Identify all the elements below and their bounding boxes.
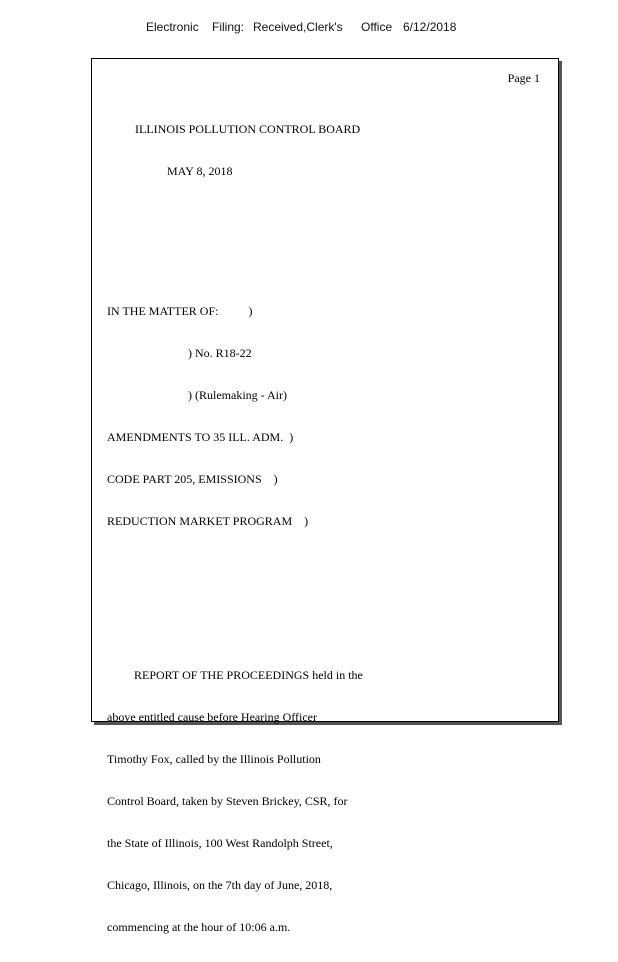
caption-line: CODE PART 205, EMISSIONS ) [107,472,278,486]
blank-line [107,612,363,626]
transcript-page [91,58,559,934]
body-line: Timothy Fox, called by the Illinois Pollution [107,752,321,766]
body-line: REPORT OF THE PROCEEDINGS held in the [107,668,363,682]
page-number: Page 1 [507,71,540,85]
blank-line [107,570,363,584]
caption-line: AMENDMENTS TO 35 ILL. ADM. ) [107,430,294,444]
body-line: commencing at the hour of 10:06 a.m. [107,920,291,934]
caption-line: ) (Rulemaking - Air) [107,388,287,402]
filing-header-office: Office [361,20,393,34]
body-line: Chicago, Illinois, on the 7th day of June, 2018, [107,878,333,892]
filing-header-electronic: Electronic [146,20,199,34]
transcript-text [107,94,363,962]
board-title: ILLINOIS POLLUTION CONTROL BOARD [135,122,361,136]
board-date: MAY 8, 2018 [167,164,233,178]
caption-line: IN THE MATTER OF: ) [107,304,253,318]
filing-header-filing: Filing: [212,20,245,34]
body-line: Control Board, taken by Steven Brickey, CSR, for [107,794,348,808]
caption-line: REDUCTION MARKET PROGRAM ) [107,514,309,528]
body-line: above entitled cause before Hearing Officer [107,710,318,724]
blank-line [107,248,363,262]
body-line: the State of Illinois, 100 West Randolph Street, [107,836,333,850]
caption-line: ) No. R18-22 [107,346,252,360]
filing-header-received: Received,Clerk's [253,20,343,34]
filing-header-date: 6/12/2018 [403,20,457,34]
blank-line [107,206,363,220]
